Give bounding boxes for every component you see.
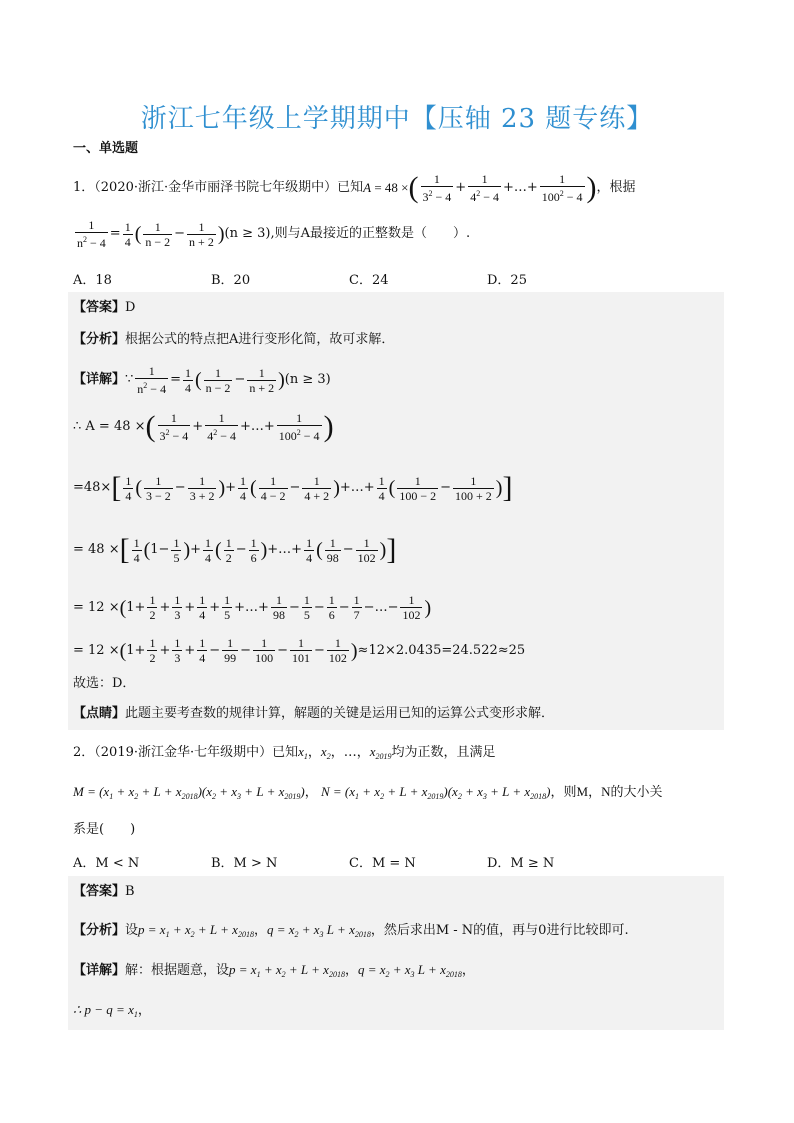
q2-stem-line3: 系是( )	[73, 822, 136, 837]
q2-option-b: B．M > N	[211, 856, 278, 871]
q1-approx: ≈12×2.0435=24.522≈25	[357, 642, 526, 658]
q2-analysis: 【分析】设$p = x_1 + x_2 + L + x_{2018}$，$q = x_2 + x_3$ $L + x_{2018}$，然后求出M - N的值，再与0进行比较即可.	[73, 922, 629, 939]
q1-formula-a: A	[363, 180, 372, 195]
q2-answer: 【答案】B	[73, 884, 135, 899]
q1-option-d: D．25	[487, 273, 527, 288]
q1-option-c: C．24	[349, 273, 389, 288]
q1-detail-line6: = 12 × ( 1+ $\frac{1}{2}$ + $\frac{1}{3}$ + $\frac{1}{4}$ − $\frac{1}{99}$ − $\frac{1}{100}$ − $\frac{1}{101}$ − $\frac{1}{102}$ ) ≈12×2.0435=24.522≈25	[73, 636, 526, 665]
q1-formula-line: $\frac{1}{n^2 - 4}$ = $\frac{1}{4}$ ( $\frac{1}{n - 2}$ − $\frac{1}{n + 2}$ ) (n ≥ 3) ,则与A最接近的正整数是（ ）.	[77, 218, 471, 250]
q1-conclusion: 故选：D．	[73, 676, 136, 691]
q2-detail: 【详解】解：根据题意，设$p = x_1 + x_2 + L + x_{2018}$，$q = x_2 + x_3$ $L + x_{2018}$，	[73, 962, 475, 979]
q2-mn-definition: $M = (x_1 + x_2 + L + x_{2018})(x_2 + x_3 + L + x_{2019})$， $N = (x_1 + x_2 + L + x_{2019})(x_2 + x_3 + L + x_{2018})$，则M，N的大小关	[73, 784, 663, 801]
q1-intro: 1．（2020·浙江·金华市丽泽书院七年级期中）已知	[73, 180, 364, 195]
q1-option-b: B．20	[211, 273, 251, 288]
q1-formula-tail: ,则与A最接近的正整数是（ ）.	[270, 226, 471, 241]
q1-detail-line1: 【详解】 ∵ $\frac{1}{n^2 - 4}$ = $\frac{1}{4}$ ( $\frac{1}{n - 2}$ − $\frac{1}{n + 2}$ ) (n ≥ 3)	[73, 364, 331, 396]
page-title: 浙江七年级上学期期中【压轴 23 题专练】	[140, 104, 654, 134]
q1-answer-value: D	[125, 300, 136, 315]
q2-option-a: A．M < N	[73, 856, 140, 871]
q1-detail-line2: ∴ A = 48 × ( $\frac{1}{3^2 - 4}$ + $\frac{1}{4^2 - 4}$ +…+ $\frac{1}{100^2 - 4}$ )	[73, 410, 334, 443]
q2-detail-therefore: ∴ $p - q = x_1$，	[73, 1002, 151, 1019]
q1-option-a: A．18	[73, 273, 112, 288]
q2-option-c: C．M = N	[349, 856, 416, 871]
q2-answer-value: B	[125, 884, 135, 899]
q1-analysis: 【分析】根据公式的特点把A进行变形化简，故可求解．	[73, 332, 395, 347]
q2-solution-panel	[68, 876, 724, 1030]
q1-stem: 1．（2020·浙江·金华市丽泽书院七年级期中）已知 A = 48 × ( $\frac{1}{3^2 - 4}$ + $\frac{1}{4^2 - 4}$ +…+ $\frac{1}{100^2 - 4}$ ) ，根据	[73, 171, 636, 204]
q1-after-a: ，根据	[596, 180, 636, 195]
q2-stem: 2．（2019·浙江金华·七年级期中）已知$x_1$，$x_2$，…，$x_{2019}$均为正数，且满足	[73, 744, 496, 761]
q1-detail-line4: = 48 × [ $\frac{1}{4}$ ( 1− $\frac{1}{5}$ ) + $\frac{1}{4}$ ( $\frac{1}{2}$ − $\frac{1}{6}$ ) +…+ $\frac{1}{4}$ ( $\frac{1}{98}$ − $\frac{1}{102}$ ) ]	[73, 533, 397, 566]
q1-comment: 【点睛】此题主要考查数的规律计算，解题的关键是运用已知的运算公式变形求解．	[73, 706, 555, 721]
q1-detail-line3: =48× [ $\frac{1}{4}$ ( $\frac{1}{3 - 2}$ − $\frac{1}{3 + 2}$ ) + $\frac{1}{4}$ ( $\frac{1}{4 - 2}$ − $\frac{1}{4 + 2}$ ) +…+ $\frac{1}{4}$ ( $\frac{1}{100 - 2}$ − $\frac{1}{100 + 2}$ ) ]	[73, 471, 513, 504]
q2-option-d: D．M ≥ N	[487, 856, 555, 871]
section-heading: 一、单选题	[73, 141, 139, 156]
q1-detail-line5: = 12 × ( 1+ $\frac{1}{2}$ + $\frac{1}{3}$ + $\frac{1}{4}$ + $\frac{1}{5}$ +…+ $\frac{1}{98}$ − $\frac{1}{5}$ − $\frac{1}{6}$ − $\frac{1}{7}$ −…− $\frac{1}{102}$ )	[73, 593, 432, 622]
q1-answer: 【答案】D	[73, 300, 136, 315]
